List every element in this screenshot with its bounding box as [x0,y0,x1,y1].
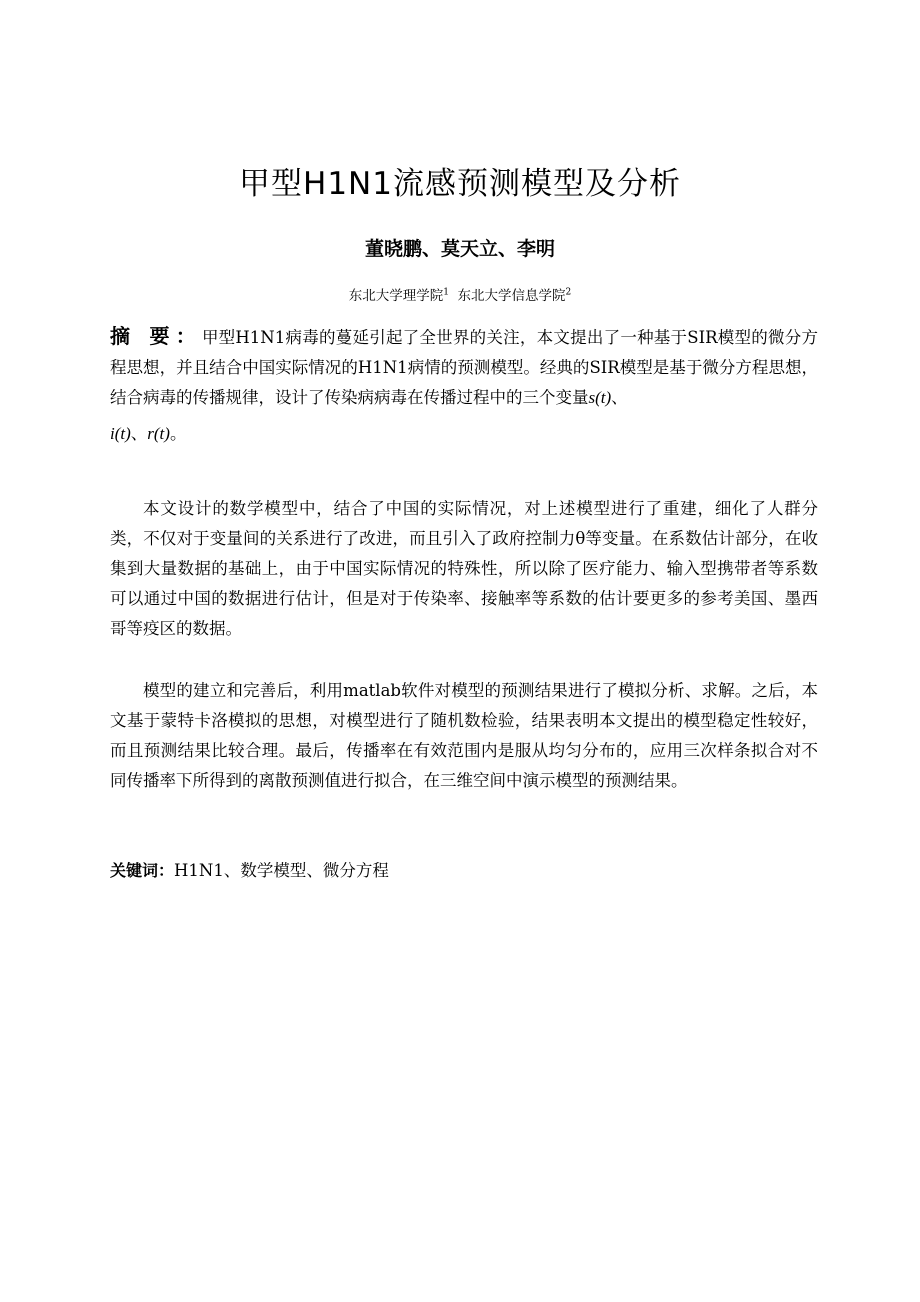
affiliation-1: 东北大学理学院 [348,288,444,304]
affiliation-1-mark: 1 [443,287,449,298]
abstract [110,321,818,449]
keywords-text: H1N1、数学模型、微分方程 [174,861,389,880]
abstract-end: 。 [169,424,187,443]
affiliation-2-mark: 2 [565,287,572,298]
abstract-label: 摘 要： [110,324,202,348]
keywords [110,856,389,886]
variable-r: r(t) [147,424,170,443]
variable-i: i(t) [110,424,131,443]
abstract-sep-1: 、 [611,388,628,407]
affiliation-2: 东北大学信息学院 [457,288,566,304]
abstract-text: 甲型H1N1病毒的蔓延引起了全世界的关注，本文提出了一种基于SIR模型的微分方程思想，并且结合中国实际情况的H1N1病情的预测模型。经典的SIR模型是基于微分方程思想，结合病毒的传播规律，设计了传染病病毒在传播过程中的三个变量 [110,328,818,407]
keywords-label: 关键词： [110,861,175,880]
abstract-variables-line [110,419,818,449]
affiliations [0,284,920,304]
variable-s: s(t) [588,388,612,407]
paragraph-simulation: 模型的建立和完善后，利用matlab软件对模型的预测结果进行了模拟分析、求解。之后，本文基于蒙特卡洛模拟的思想，对模型进行了随机数检验，结果表明本文提出的模型稳定性较好，而且预测结果比较合理。最后，传播率在有效范围内是服从均匀分布的，应用三次样条拟合对不同传播率下所得到的离散预测值进行拟合，在三维空间中演示模型的预测结果。 [110,681,818,790]
paper-title: 甲型H1N1流感预测模型及分析 [239,166,681,202]
paragraph-model-design: 本文设计的数学模型中，结合了中国的实际情况，对上述模型进行了重建，细化了人群分类，不仅对于变量间的关系进行了改进，而且引入了政府控制力θ等变量。在系数估计部分，在收集到大量数据的基础上，由于中国实际情况的特殊性，所以除了医疗能力、输入型携带者等系数可以通过中国的数据进行估计，但是对于传染率、接触率等系数的估计要更多的参考美国、墨西哥等疫区的数据。 [110,499,818,638]
abstract-sep-2: 、 [130,424,148,443]
author-list: 董晓鹏、莫天立、李明 [364,238,555,260]
